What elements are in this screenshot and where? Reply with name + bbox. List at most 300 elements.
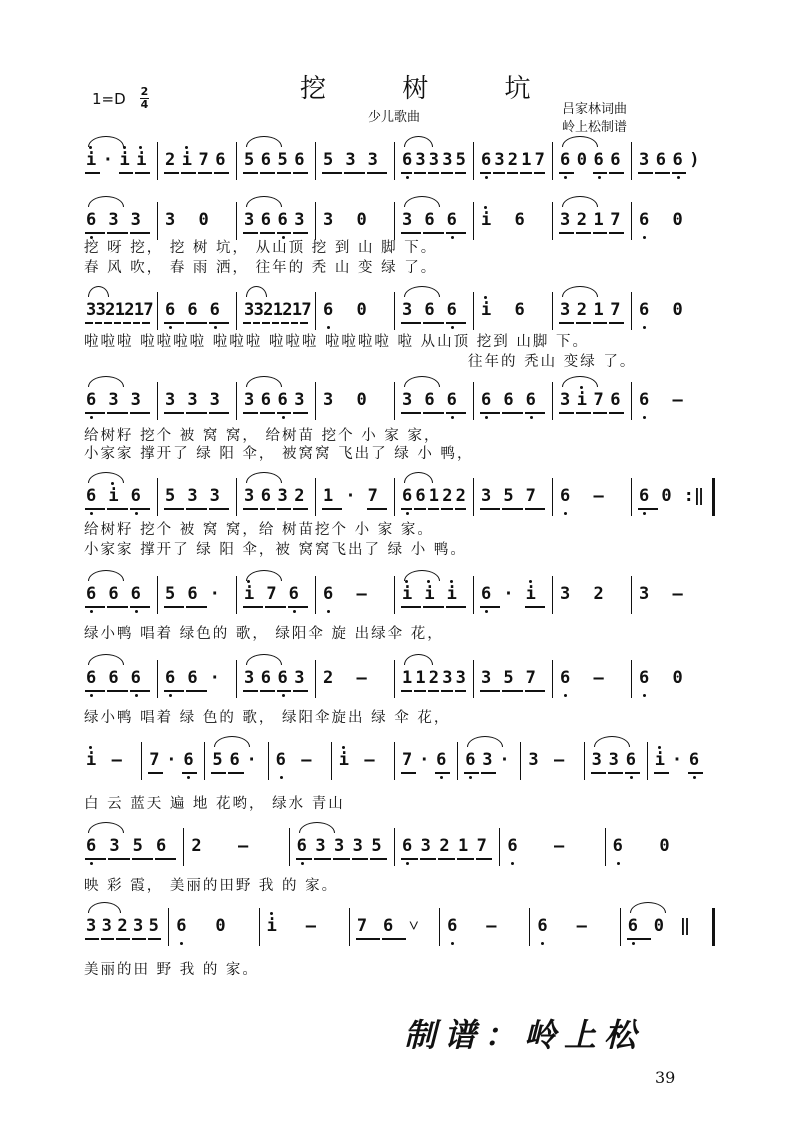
octave-dot-low (564, 694, 567, 697)
barline (473, 382, 474, 420)
beam-line (300, 322, 308, 324)
time-signature-bottom: 4 (140, 98, 149, 111)
beam-line (672, 172, 687, 174)
slur (246, 196, 282, 207)
octave-dot-low (135, 610, 138, 613)
note: 5 (323, 150, 334, 170)
beam-line (441, 508, 452, 510)
beam-line (423, 322, 443, 324)
beam-line (480, 606, 500, 608)
beam-line (130, 232, 150, 234)
slur (404, 196, 440, 207)
note: 2 (593, 584, 604, 604)
octave-dot-low (440, 776, 443, 779)
note: 6 (612, 836, 623, 856)
note: 6 (446, 210, 457, 230)
beam-line (367, 508, 387, 510)
note: · (419, 750, 430, 770)
note: – (301, 750, 312, 770)
note: 3 (481, 668, 492, 688)
beam-line (107, 690, 127, 692)
note: 2 (507, 150, 519, 170)
beam-line (576, 412, 591, 414)
note: 0 (576, 150, 587, 170)
note: 3 (130, 210, 141, 230)
octave-dot-low (617, 862, 620, 865)
octave-dot-high (658, 746, 661, 749)
barline (183, 828, 184, 866)
beam-line (428, 508, 439, 510)
note: · (166, 750, 177, 770)
octave-dot-low (406, 176, 409, 179)
note: i (86, 750, 97, 770)
note: – (356, 584, 367, 604)
note: 6 (187, 584, 198, 604)
note: 5 (277, 150, 288, 170)
beam-line (228, 772, 243, 774)
note: 2 (576, 210, 587, 230)
beam-line (262, 322, 270, 324)
barline (552, 382, 553, 420)
note: 3 (244, 668, 255, 688)
beam-line (243, 412, 258, 414)
note: i (446, 584, 457, 604)
note: 6 (130, 584, 141, 604)
octave-dot-low (643, 416, 646, 419)
beam-line (455, 172, 466, 174)
octave-dot-low (598, 176, 601, 179)
octave-dot-high (89, 746, 92, 749)
octave-dot-low (485, 176, 488, 179)
octave-dot-low (564, 176, 567, 179)
beam-line (260, 508, 275, 510)
beam-line (420, 858, 437, 860)
note: i (266, 916, 277, 936)
beam-line (123, 322, 131, 324)
note: 3 (244, 300, 255, 320)
note: 7 (402, 750, 413, 770)
barline (315, 142, 316, 180)
time-signature (140, 86, 149, 110)
beam-line (277, 232, 292, 234)
octave-dot-low (90, 416, 93, 419)
beam-line (356, 938, 380, 940)
note: 2 (294, 486, 305, 506)
note: – (672, 390, 683, 410)
note: 2 (282, 300, 293, 320)
note: 0 (661, 486, 672, 506)
octave-dot-low (677, 176, 680, 179)
lyric-line: 白 云 蓝天 遍 地 花哟， 绿水 青山 (84, 796, 345, 812)
note: 5 (132, 836, 143, 856)
octave-dot-low (280, 776, 283, 779)
note: 6 (481, 150, 492, 170)
octave-dot-low (511, 862, 514, 865)
octave-dot-low (564, 512, 567, 515)
note: i (481, 210, 492, 230)
song-subtitle: 少儿歌曲 (368, 110, 421, 125)
note: 6 (560, 486, 571, 506)
slur (88, 376, 124, 387)
octave-dot-low (630, 776, 633, 779)
note: 6 (86, 584, 97, 604)
slur (562, 376, 598, 387)
beam-line (507, 172, 518, 174)
barline (552, 576, 553, 614)
beam-line (382, 938, 406, 940)
beam-line (344, 172, 364, 174)
note: 6 (260, 486, 271, 506)
note: 3 (323, 210, 334, 230)
barline (259, 908, 260, 946)
slur (246, 136, 282, 147)
beam-line (428, 172, 439, 174)
octave-dot-low (451, 942, 454, 945)
beam-line (164, 412, 184, 414)
note: 3 (639, 584, 650, 604)
note: · (499, 750, 510, 770)
beam-line (441, 172, 452, 174)
note: 0 (215, 916, 226, 936)
octave-dot-high (342, 746, 345, 749)
note: 3 (86, 916, 97, 936)
octave-dot-high (529, 580, 532, 583)
final-barline (712, 908, 715, 946)
note: 2 (124, 300, 135, 320)
lyric-line: 给树籽 挖个 被 窝 窝， 给树苗 挖个 小 家 家， (84, 428, 441, 444)
note: i (402, 584, 413, 604)
barline (331, 742, 332, 780)
beam-line (107, 232, 127, 234)
note: 2 (455, 486, 466, 506)
octave-dot-low (530, 416, 533, 419)
note: 3 (560, 210, 571, 230)
beam-line (608, 772, 623, 774)
note: 5 (244, 150, 255, 170)
note: 6 (447, 916, 458, 936)
note: – (111, 750, 122, 770)
note: – (593, 668, 604, 688)
beam-line (593, 322, 608, 324)
beam-line (209, 412, 229, 414)
note: – (554, 750, 565, 770)
note: · (246, 750, 257, 770)
octave-dot-low (169, 694, 172, 697)
beam-line (480, 508, 500, 510)
barline (631, 382, 632, 420)
beam-line (107, 508, 127, 510)
note: 3 (442, 150, 453, 170)
time-signature-top: 2 (140, 85, 149, 98)
beam-line (502, 690, 522, 692)
octave-dot-low (693, 776, 696, 779)
lyric-line: 啦啦啦 啦啦啦啦 啦啦啦 啦啦啦 啦啦啦啦 啦 从山顶 挖到 山脚 下。 (84, 334, 589, 350)
barline (236, 576, 237, 614)
octave-dot-high (139, 146, 142, 149)
barline (236, 202, 237, 240)
barline (157, 382, 158, 420)
beam-line (593, 172, 608, 174)
note: 3 (323, 390, 334, 410)
note: · (503, 584, 514, 604)
note: 6 (507, 836, 518, 856)
note: 3 (209, 486, 220, 506)
note: 3 (95, 300, 106, 320)
beam-line (253, 322, 261, 324)
beam-line (155, 858, 176, 860)
note: 0 (356, 300, 367, 320)
barline (631, 292, 632, 330)
note: 6 (215, 150, 226, 170)
note: i (136, 150, 147, 170)
barline (631, 142, 632, 180)
note: 6 (560, 150, 571, 170)
note: 1 (291, 300, 303, 320)
beam-line (186, 606, 206, 608)
note: 6 (176, 916, 187, 936)
note: · (209, 668, 220, 688)
note: 6 (108, 584, 119, 604)
note: 6 (424, 210, 435, 230)
note: 2 (165, 150, 176, 170)
beam-line (116, 938, 130, 940)
beam-line (209, 322, 229, 324)
barline (394, 742, 395, 780)
beam-line (627, 938, 651, 940)
beam-line (291, 322, 299, 324)
note: 3 (187, 486, 198, 506)
octave-dot-low (485, 610, 488, 613)
beam-line (576, 322, 591, 324)
barline (552, 292, 553, 330)
slur (246, 286, 267, 297)
slur (404, 286, 440, 297)
barline (552, 660, 553, 698)
note: 7 (356, 916, 368, 936)
beam-line (559, 232, 574, 234)
beam-line (243, 606, 263, 608)
note: i (576, 390, 587, 410)
note: 6 (275, 750, 286, 770)
barline (268, 742, 269, 780)
note: 6 (323, 300, 334, 320)
barline (204, 742, 205, 780)
note: 3 (165, 210, 176, 230)
beam-line (272, 322, 280, 324)
beam-line (186, 690, 206, 692)
note: 6 (277, 668, 288, 688)
note: 3 (345, 150, 356, 170)
barline (473, 478, 474, 516)
beam-line (277, 690, 292, 692)
octave-dot-low (541, 942, 544, 945)
barline (141, 742, 142, 780)
note: 6 (639, 210, 650, 230)
beam-line (525, 606, 545, 608)
beam-line (591, 772, 606, 774)
note: 3 (130, 390, 141, 410)
beam-line (281, 322, 289, 324)
note: 6 (382, 916, 394, 936)
note: 1 (593, 300, 604, 320)
note: 3 (591, 750, 602, 770)
note: i (86, 150, 97, 170)
note: 3 (101, 916, 112, 936)
note: 3 (315, 836, 326, 856)
note: 6 (655, 150, 666, 170)
note: · (345, 486, 356, 506)
slur (404, 472, 433, 483)
slur (299, 822, 335, 833)
octave-dot-low (293, 610, 296, 613)
beam-line (455, 690, 466, 692)
octave-dot-low (406, 512, 409, 515)
staff-line (82, 292, 714, 332)
slur (467, 736, 503, 747)
beam-line (85, 690, 105, 692)
beam-line (260, 412, 275, 414)
note: 6 (639, 390, 650, 410)
slur (594, 736, 630, 747)
lyric-line: 美丽的田 野 我 的 家。 (84, 962, 259, 978)
octave-dot-low (135, 512, 138, 515)
slur (88, 196, 124, 207)
note: 3 (402, 210, 413, 230)
note: 6 (86, 210, 97, 230)
lyric-line: 给树籽 挖个 被 窝 窝，给 树苗挖个 小 家 家。 (84, 522, 434, 538)
beam-line (142, 322, 150, 324)
beam-line (559, 322, 574, 324)
barline (631, 576, 632, 614)
note: 5 (165, 486, 176, 506)
note: 6 (260, 150, 271, 170)
note: 6 (688, 750, 700, 770)
note: – (672, 584, 683, 604)
barline (394, 828, 395, 866)
note: 6 (165, 300, 176, 320)
note: 1 (323, 486, 334, 506)
note: 2 (105, 300, 116, 320)
song-title: 挖 树 坑 (300, 74, 565, 104)
octave-dot-low (90, 694, 93, 697)
beam-line (609, 172, 624, 174)
octave-dot-high (484, 296, 487, 299)
slur (404, 570, 440, 581)
note: 6 (229, 750, 240, 770)
beam-line (655, 172, 670, 174)
beam-line (480, 690, 500, 692)
beam-line (293, 508, 308, 510)
beam-line (85, 606, 105, 608)
barline (315, 660, 316, 698)
note: 3 (494, 150, 505, 170)
beam-line (85, 232, 105, 234)
barline (473, 660, 474, 698)
note: 7 (476, 836, 487, 856)
beam-line (85, 938, 99, 940)
beam-line (148, 772, 163, 774)
beam-line (688, 772, 703, 774)
beam-line (401, 232, 421, 234)
beam-line (438, 858, 455, 860)
note: 6 (525, 390, 536, 410)
barline (473, 576, 474, 614)
note: 6 (481, 584, 492, 604)
note: 1 (133, 300, 145, 320)
octave-dot-low (90, 862, 93, 865)
note: 6 (187, 300, 198, 320)
staff-line (82, 576, 714, 616)
note: · (209, 584, 220, 604)
staff-line (82, 478, 714, 518)
note: 3 (187, 390, 198, 410)
barline (631, 202, 632, 240)
barline (473, 202, 474, 240)
slur (88, 472, 124, 483)
lyric-line: 往年的 秃山 变绿 了。 (468, 354, 637, 370)
note: 0 (198, 210, 209, 230)
lyricist-credit: 吕家林词曲 (562, 102, 628, 117)
barline (157, 292, 158, 330)
beam-line (446, 412, 466, 414)
barline (584, 742, 585, 780)
slur (246, 472, 282, 483)
slur (246, 376, 282, 387)
beam-line (401, 606, 421, 608)
note: 3 (560, 390, 571, 410)
staff-line (82, 828, 714, 868)
note: 1 (428, 486, 440, 506)
note: 6 (108, 668, 119, 688)
note: 6 (639, 668, 650, 688)
beam-line (457, 858, 474, 860)
note: 6 (560, 668, 571, 688)
beam-line (85, 858, 106, 860)
note: 6 (402, 836, 413, 856)
beam-line (114, 322, 122, 324)
beam-line (502, 508, 522, 510)
note: 3 (608, 750, 619, 770)
note: 1 (402, 668, 413, 688)
note: i (244, 584, 255, 604)
barline (473, 142, 474, 180)
barline (236, 142, 237, 180)
beam-line (101, 938, 115, 940)
beam-line (414, 172, 425, 174)
beam-line (609, 412, 624, 414)
slur (404, 376, 440, 387)
note: 6 (296, 836, 307, 856)
note: 1 (114, 300, 125, 320)
beam-line (186, 412, 206, 414)
note: – (364, 750, 375, 770)
note: – (356, 668, 367, 688)
note: – (593, 486, 604, 506)
note: 7 (266, 584, 277, 604)
note: i (338, 750, 350, 770)
note: 2 (442, 486, 453, 506)
note: 5 (212, 750, 223, 770)
slur (246, 570, 282, 581)
barline (605, 828, 606, 866)
beam-line (525, 690, 545, 692)
beam-line (559, 412, 574, 414)
octave-dot-low (135, 694, 138, 697)
note: 7 (525, 668, 536, 688)
note: 6 (187, 668, 198, 688)
note: 7 (367, 486, 378, 506)
note: 7 (593, 390, 604, 410)
